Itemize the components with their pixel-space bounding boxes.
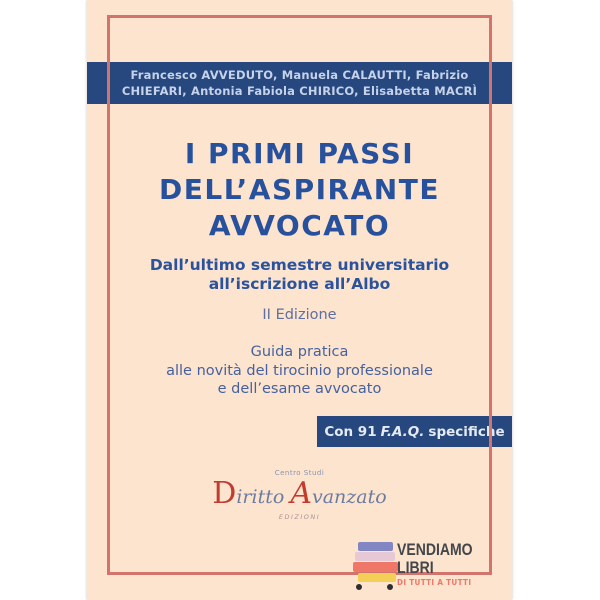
seller-name-line-2: LIBRI	[397, 559, 434, 577]
faq-badge-prefix: Con 91	[324, 423, 377, 440]
seller-tagline: DI TUTTI A TUTTI	[397, 578, 472, 587]
publisher-block	[87, 469, 512, 521]
authors-line-1: Francesco AVVEDUTO, Manuela CALAUTTI, Fabrizio	[130, 68, 469, 82]
title-line-2: DELL’ASPIRANTE	[159, 173, 440, 206]
faq-badge-suffix: specifiche	[428, 423, 505, 440]
seller-name	[397, 541, 473, 577]
faq-badge-faq: F.A.Q.	[380, 423, 425, 440]
book-bar	[353, 562, 398, 572]
book-bar	[358, 573, 396, 582]
publisher-edizioni-label: EDIZIONI	[278, 513, 321, 521]
book-bar	[358, 542, 393, 551]
publisher-name	[87, 476, 512, 512]
subtitle-line-2: all’iscrizione all’Albo	[208, 275, 391, 293]
book-cart-icon	[352, 541, 400, 591]
description-line-1: Guida pratica	[250, 344, 349, 360]
publisher-centro-studi: Centro Studi	[274, 469, 325, 477]
publisher-initial-d: D	[212, 476, 237, 511]
seller-name-line-1: VENDIAMO	[397, 541, 473, 559]
title-line-3: AVVOCATO	[208, 209, 391, 242]
title-line-1: I PRIMI PASSI	[184, 137, 415, 170]
faq-badge	[317, 416, 512, 447]
subtitle-line-1: Dall’ultimo semestre universitario	[149, 256, 450, 274]
book-title	[87, 136, 512, 244]
authors-bar	[87, 62, 512, 104]
publisher-initial-a: A	[290, 476, 312, 511]
description-line-2: alle novità del tirocinio professionale	[166, 362, 433, 379]
book-description	[87, 343, 512, 399]
description-line-3: e dell’esame avvocato	[217, 381, 382, 397]
publisher-name-part-1: iritto	[236, 486, 291, 508]
seller-logo	[350, 540, 500, 592]
wheel-dot-icon	[387, 584, 393, 590]
book-bar	[355, 552, 395, 561]
book-subtitle	[87, 256, 512, 294]
wheel-dot-icon	[356, 584, 362, 590]
edition-label: II Edizione	[262, 307, 337, 323]
publisher-name-part-2: vanzato	[312, 486, 387, 508]
authors-line-2: CHIEFARI, Antonia Fabiola CHIRICO, Elisabetta MACRÌ	[121, 84, 478, 98]
